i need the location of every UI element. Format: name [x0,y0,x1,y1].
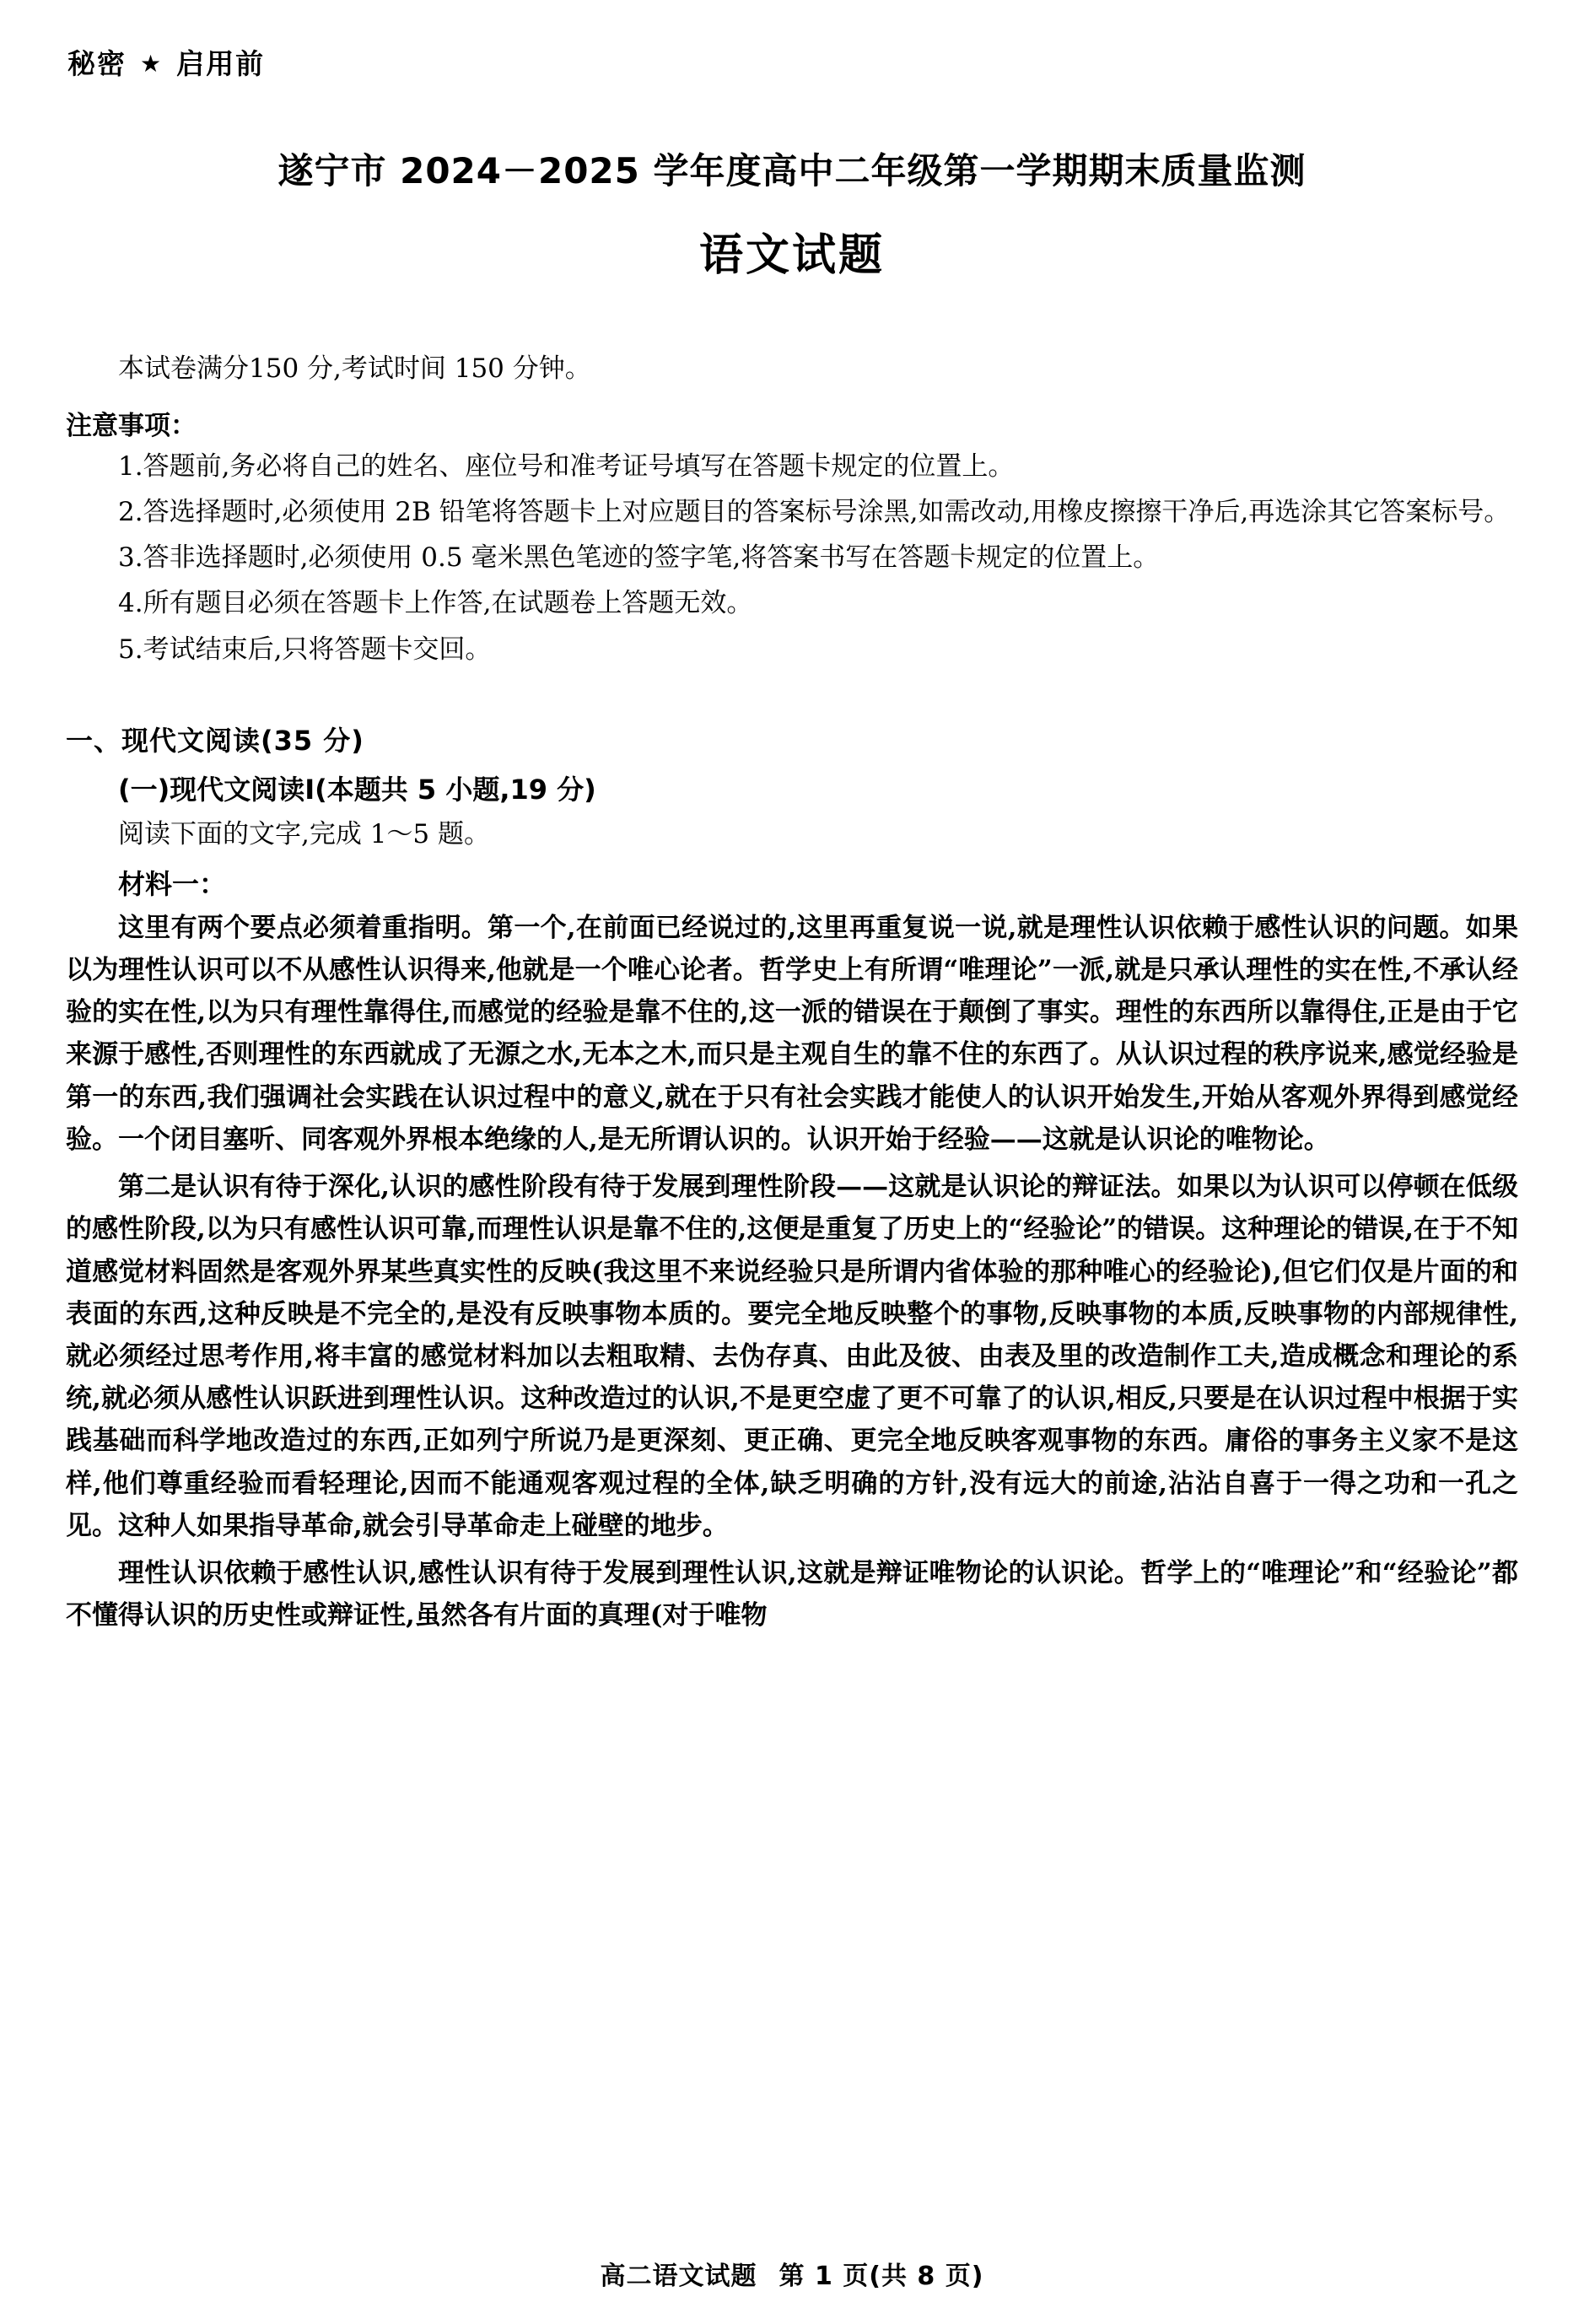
page-footer [0,2255,1584,2292]
notice-title: 注意事项： [66,410,197,441]
exam-info-line: 本试卷满分150 分,考试时间 150 分钟。 [118,353,591,384]
star-icon: ★ [140,50,164,78]
material-paragraph-3: 理性认识依赖于感性认识,感性认识有待于发展到理性认识,这就是辩证唯物论的认识论。哲学上的“唯理论”和“经验论”都不懂得认识的历史性或辩证性,虽然各有片面的真理(对于唯物 [66,1558,1518,1631]
notice-item-1: 1.答题前,务必将自己的姓名、座位号和准考证号填写在答题卡规定的位置上。 [118,450,1015,482]
secret-header [67,47,1518,81]
page-subtitle: 语文试题 [698,229,885,281]
section-one-heading: 一、现代文阅读(35 分) [66,724,364,757]
page-title: 遂宁市 2024－2025 学年度高中二年级第一学期期末质量监测 [277,149,1307,191]
footer-subject: 高二语文试题 [600,2262,757,2291]
notice-item-2: 2.答选择题时,必须使用 2B 铅笔将答题卡上对应题目的答案标号涂黑,如需改动,用橡皮擦擦干净后,再选涂其它答案标号。 [118,496,1511,527]
reading-instruction: 阅读下面的文字,完成 1～5 题。 [118,818,491,849]
notice-item-4: 4.所有题目必须在答题卡上作答,在试题卷上答题无效。 [118,588,753,619]
material-paragraph-1: 这里有两个要点必须着重指明。第一个,在前面已经说过的,这里再重复说一说,就是理性认识依赖于感性认识的问题。如果以为理性认识可以不从感性认识得来,他就是一个唯心论者。哲学史上有所谓“唯理论”一派,就是只承认理性的实在性,不承认经验的实在性,以为只有理性靠得住,而感觉的经验是靠不住的,这一派的错误在于颠倒了事实。理性的东西所以靠得住,正是由于它来源于感性,否则理性的东西就成了无源之水,无本之木,而只是主观自生的靠不住的东西了。从认识过程的秩序说来,感觉经验是第一的东西,我们强调社会实践在认识过程中的意义,就在于只有社会实践才能使人的认识开始发生,开始从客观外界得到感觉经验。一个闭目塞听、同客观外界根本绝缘的人,是无所谓认识的。认识开始于经验——这就是认识论的唯物论。 [66,912,1518,1155]
before-use-label: 启用前 [176,47,266,80]
secret-label: 秘密 [67,47,127,80]
material-paragraph-2: 第二是认识有待于深化,认识的感性阶段有待于发展到理性阶段——这就是认识论的辩证法。如果以为认识可以停顿在低级的感性阶段,以为只有感性认识可靠,而理性认识是靠不住的,这便是重复了历史上的“经验论”的错误。这种理论的错误,在于不知道感觉材料固然是客观外界某些真实性的反映(我这里不来说经验只是所谓内省体验的那种唯心的经验论),但它们仅是片面的和表面的东西,这种反映是不完全的,是没有反映事物本质的。要完全地反映整个的事物,反映事物的本质,反映事物的内部规律性,就必须经过思考作用,将丰富的感觉材料加以去粗取精、去伪存真、由此及彼、由表及里的改造制作工夫,造成概念和理论的系统,就必须从感性认识跃进到理性认识。这种改造过的认识,不是更空虚了更不可靠了的认识,相反,只要是在认识过程中根据于实践基础而科学地改造过的东西,正如列宁所说乃是更深刻、更正确、更完全地反映客观事物的东西。庸俗的事务主义家不是这样,他们尊重经验而看轻理论,因而不能通观客观过程的全体,缺乏明确的方针,没有远大的前途,沾沾自喜于一得之功和一孔之见。这种人如果指导革命,就会引导革命走上碰壁的地步。 [66,1172,1518,1541]
section-one-subheading: (一)现代文阅读Ⅰ(本题共 5 小题,19 分) [118,773,596,806]
footer-page-number: 第 1 页(共 8 页) [779,2262,984,2291]
notice-item-5: 5.考试结束后,只将答题卡交回。 [118,634,492,665]
notice-item-3: 3.答非选择题时,必须使用 0.5 毫米黑色笔迹的签字笔,将答案书写在答题卡规定的位置上。 [118,542,1160,574]
material-one-label: 材料一： [118,867,227,900]
